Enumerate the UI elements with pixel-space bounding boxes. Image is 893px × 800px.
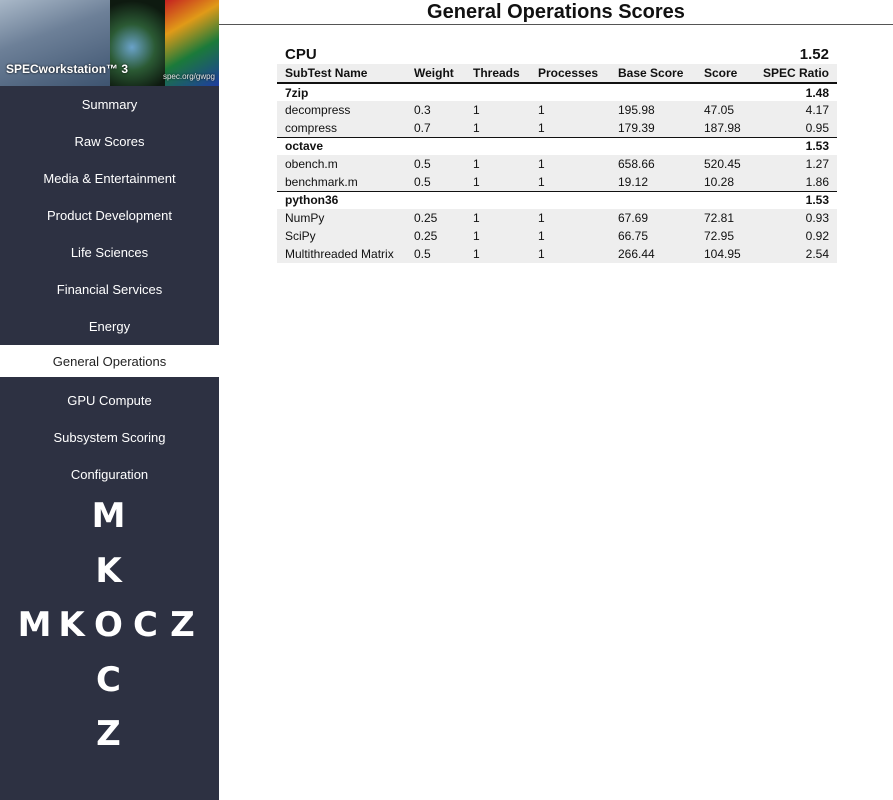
letter-chart-letter: M xyxy=(17,605,54,645)
cell-weight: 0.25 xyxy=(406,227,465,245)
letter-chart-row-1: M xyxy=(91,496,128,536)
group-name: python36 xyxy=(277,191,752,209)
sidebar xyxy=(0,0,219,800)
letter-chart-letter: K xyxy=(58,605,87,645)
cell-threads: 1 xyxy=(465,245,530,263)
sidebar-item-configuration[interactable]: Configuration xyxy=(70,467,149,482)
letter-chart-letter: O xyxy=(94,605,125,645)
cell-name: SciPy xyxy=(277,227,406,245)
cell-threads: 1 xyxy=(465,155,530,173)
col-base-score: Base Score xyxy=(610,64,696,83)
cell-ratio: 0.95 xyxy=(752,119,837,137)
group-ratio: 1.53 xyxy=(752,137,837,155)
sidebar-item-general-operations[interactable]: General Operations xyxy=(0,345,219,377)
col-subtest-name: SubTest Name xyxy=(277,64,406,83)
cell-ratio: 0.93 xyxy=(752,209,837,227)
table-row xyxy=(277,101,837,119)
cell-processes: 1 xyxy=(530,155,610,173)
sidebar-item-raw-scores[interactable]: Raw Scores xyxy=(74,134,145,149)
col-score: Score xyxy=(696,64,752,83)
sidebar-item-financial-services[interactable]: Financial Services xyxy=(56,282,163,297)
sidebar-nav xyxy=(0,86,219,493)
cell-weight: 0.7 xyxy=(406,119,465,137)
sidebar-item-life-sciences[interactable]: Life Sciences xyxy=(70,245,149,260)
cell-weight: 0.5 xyxy=(406,155,465,173)
cell-base-score: 66.75 xyxy=(610,227,696,245)
cell-threads: 1 xyxy=(465,119,530,137)
cpu-label: CPU xyxy=(285,45,317,63)
cell-threads: 1 xyxy=(465,227,530,245)
group-name: 7zip xyxy=(277,83,752,101)
group-ratio: 1.53 xyxy=(752,191,837,209)
col-processes: Processes xyxy=(530,64,610,83)
cell-score: 187.98 xyxy=(696,119,752,137)
sidebar-item-energy[interactable]: Energy xyxy=(88,319,131,334)
cpu-header xyxy=(277,44,837,64)
sidebar-item-summary[interactable]: Summary xyxy=(81,97,138,112)
group-row xyxy=(277,191,837,209)
spec-banner-image xyxy=(0,0,219,86)
col-weight: Weight xyxy=(406,64,465,83)
cell-ratio: 1.86 xyxy=(752,173,837,191)
cell-name: obench.m xyxy=(277,155,406,173)
cell-threads: 1 xyxy=(465,209,530,227)
cell-base-score: 19.12 xyxy=(610,173,696,191)
cell-threads: 1 xyxy=(465,101,530,119)
cell-base-score: 67.69 xyxy=(610,209,696,227)
cell-score: 10.28 xyxy=(696,173,752,191)
sidebar-item-media-entertainment[interactable]: Media & Entertainment xyxy=(43,171,176,186)
cell-processes: 1 xyxy=(530,173,610,191)
cell-processes: 1 xyxy=(530,227,610,245)
cell-processes: 1 xyxy=(530,101,610,119)
sidebar-item-gpu-compute[interactable]: GPU Compute xyxy=(67,393,152,408)
group-row xyxy=(277,137,837,155)
cell-score: 72.95 xyxy=(696,227,752,245)
letter-chart-row-4: C xyxy=(96,660,123,700)
table-row xyxy=(277,155,837,173)
table-row xyxy=(277,245,837,263)
banner-url: spec.org/gwpg xyxy=(162,72,215,81)
cell-name: decompress xyxy=(277,101,406,119)
cell-score: 520.45 xyxy=(696,155,752,173)
sidebar-item-subsystem-scoring[interactable]: Subsystem Scoring xyxy=(53,430,166,445)
group-row xyxy=(277,83,837,101)
cell-score: 104.95 xyxy=(696,245,752,263)
cell-weight: 0.5 xyxy=(406,245,465,263)
cell-base-score: 195.98 xyxy=(610,101,696,119)
table-row xyxy=(277,227,837,245)
scores-panel xyxy=(277,44,837,263)
cell-name: benchmark.m xyxy=(277,173,406,191)
cell-weight: 0.25 xyxy=(406,209,465,227)
scores-table xyxy=(277,64,837,263)
banner-brand: SPECworkstation™ 3 xyxy=(6,62,129,76)
cell-base-score: 266.44 xyxy=(610,245,696,263)
cell-threads: 1 xyxy=(465,173,530,191)
cell-ratio: 0.92 xyxy=(752,227,837,245)
letter-chart-row-3 xyxy=(0,605,219,645)
cell-name: NumPy xyxy=(277,209,406,227)
cell-ratio: 1.27 xyxy=(752,155,837,173)
cell-weight: 0.5 xyxy=(406,173,465,191)
cell-weight: 0.3 xyxy=(406,101,465,119)
cell-base-score: 179.39 xyxy=(610,119,696,137)
col-spec-ratio: SPEC Ratio xyxy=(752,64,837,83)
letter-chart-row-2: K xyxy=(95,551,124,591)
sidebar-item-product-development[interactable]: Product Development xyxy=(46,208,172,223)
cell-name: Multithreaded Matrix xyxy=(277,245,406,263)
cell-processes: 1 xyxy=(530,245,610,263)
group-ratio: 1.48 xyxy=(752,83,837,101)
group-name: octave xyxy=(277,137,752,155)
cell-name: compress xyxy=(277,119,406,137)
cell-score: 47.05 xyxy=(696,101,752,119)
col-threads: Threads xyxy=(465,64,530,83)
cell-base-score: 658.66 xyxy=(610,155,696,173)
cell-ratio: 4.17 xyxy=(752,101,837,119)
cell-processes: 1 xyxy=(530,209,610,227)
table-row xyxy=(277,173,837,191)
table-header-row xyxy=(277,64,837,83)
table-row xyxy=(277,209,837,227)
letter-chart-letter: C xyxy=(133,605,160,645)
page-title: General Operations Scores xyxy=(219,0,893,25)
letter-chart-letter: Z xyxy=(170,605,197,645)
cpu-score: 1.52 xyxy=(799,45,829,63)
cell-ratio: 2.54 xyxy=(752,245,837,263)
cell-processes: 1 xyxy=(530,119,610,137)
cell-score: 72.81 xyxy=(696,209,752,227)
table-row xyxy=(277,119,837,137)
letter-chart-row-5: Z xyxy=(96,714,123,754)
